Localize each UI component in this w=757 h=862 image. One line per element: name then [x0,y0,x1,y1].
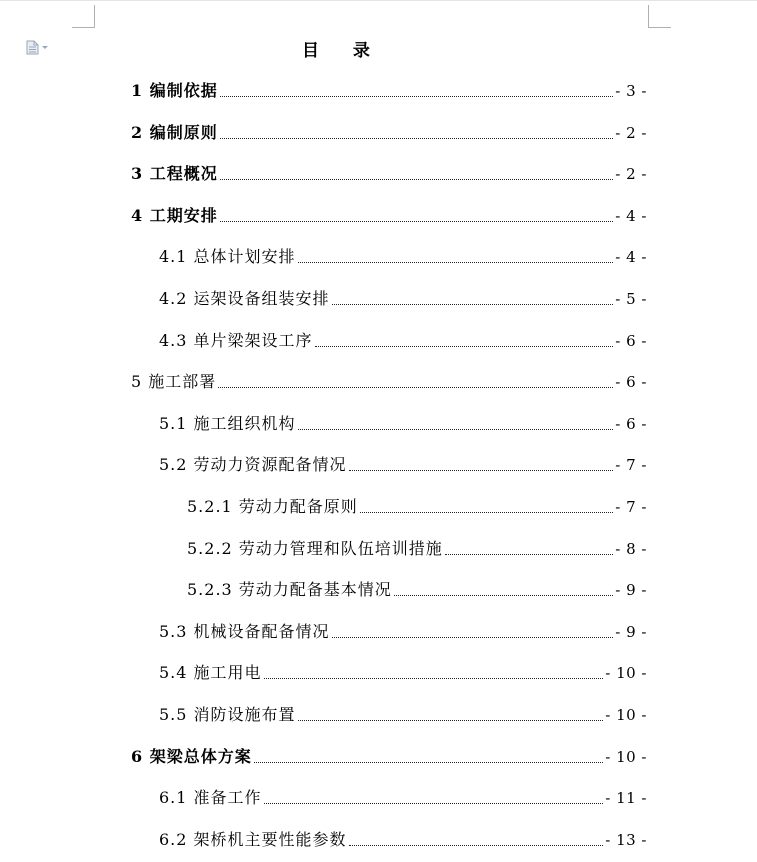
toc-dot-leader [394,581,613,596]
toc-dot-leader [332,623,614,638]
toc-dot-leader [298,706,604,721]
toc-entry[interactable] [131,121,647,145]
toc-dot-leader [349,831,604,846]
toc-entry[interactable] [131,204,647,228]
toc-dot-leader [315,332,614,347]
toc-entry-page-number: - 2 - [615,123,647,142]
toc-entry[interactable] [159,329,647,353]
toc-dot-leader [298,248,614,263]
toc-entry[interactable] [159,661,647,685]
toc-dot-leader [360,498,613,513]
toc-entry-label[interactable]: 6.2 架桥机主要性能参数 [159,829,347,849]
toc-entry-page-number: - 8 - [615,539,647,558]
toc-dot-leader [220,82,614,97]
toc-entry-page-number: - 13 - [605,830,647,849]
toc-entry-page-number: - 4 - [615,206,647,225]
toc-entry-label[interactable]: 5.2.2 劳动力管理和队伍培训措施 [187,538,443,558]
toc-entry-page-number: - 6 - [615,414,647,433]
toc-dot-leader [264,664,604,679]
toc-entry-page-number: - 7 - [615,498,647,516]
toc-entry-label[interactable]: 4.2 运架设备组装安排 [159,289,330,308]
toc-entry-label[interactable]: 4 工期安排 [131,205,218,225]
toc-entry-label[interactable]: 6 架梁总体方案 [131,746,252,766]
toc-entry-page-number: - 6 - [615,373,647,392]
toc-entry-label[interactable]: 5.2.3 劳动力配备基本情况 [187,580,392,600]
toc-entry[interactable] [159,412,647,436]
toc-entry-label[interactable]: 5.4 施工用电 [159,663,262,683]
toc-entry-label[interactable]: 5.2 劳动力资源配备情况 [159,455,347,475]
toc-entry-page-number: - 2 - [615,165,647,184]
toc-dot-leader [220,207,614,222]
toc-entry[interactable] [187,578,647,602]
toc-entry-page-number: - 5 - [615,290,647,308]
toc-entry-label[interactable]: 1 编制依据 [131,81,218,100]
toc-entry[interactable] [131,79,647,103]
toc-entry-label[interactable]: 3 工程概况 [131,164,218,184]
toc-entry-page-number: - 10 - [605,706,647,724]
toc-entry[interactable] [131,370,647,394]
toc-entry-page-number: - 10 - [605,664,647,683]
toc-dot-leader [298,415,614,430]
toc-dot-leader [349,456,614,471]
toc-dot-leader [218,373,613,388]
toc-entry-label[interactable]: 5.5 消防设施布置 [159,705,296,724]
toc-entry-label[interactable]: 5.3 机械设备配备情况 [159,621,330,641]
toc-entry-label[interactable]: 2 编制原则 [131,122,218,142]
toc-entry-label[interactable]: 5.1 施工组织机构 [159,413,296,433]
toc-dot-leader [264,789,604,804]
toc-entry-page-number: - 11 - [605,789,647,808]
toc-dot-leader [332,290,614,305]
toc-entry-page-number: - 4 - [615,248,647,267]
toc-dot-leader [254,748,604,763]
toc-entry[interactable] [159,287,647,311]
toc-entry-page-number: - 10 - [605,747,647,766]
toc-entry[interactable] [187,495,647,519]
toc-entry-page-number: - 3 - [615,82,647,100]
toc-entry[interactable] [159,245,647,269]
toc-entry[interactable] [131,745,647,769]
toc-dot-leader [445,540,613,555]
toc-entry[interactable] [187,537,647,561]
toc-entry[interactable] [159,786,647,810]
toc-entry-page-number: - 6 - [615,331,647,350]
toc-entry-label[interactable]: 4.1 总体计划安排 [159,247,296,267]
toc-entry[interactable] [131,162,647,186]
toc-entry[interactable] [159,703,647,727]
toc-entry-label[interactable]: 5 施工部署 [131,372,217,392]
toc-entry-page-number: - 7 - [615,456,647,475]
toc-entry-page-number: - 9 - [615,622,647,641]
toc-dot-leader [220,124,614,139]
toc-entry-label[interactable]: 6.1 准备工作 [159,788,262,808]
toc-entry[interactable] [159,453,647,477]
toc-entry-label[interactable]: 4.3 单片梁架设工序 [159,330,313,350]
toc-entry[interactable] [159,828,647,852]
toc-title: 目 录 [302,41,384,61]
toc-entry[interactable] [159,620,647,644]
toc-entry-label[interactable]: 5.2.1 劳动力配备原则 [187,497,358,516]
toc-dot-leader [220,165,614,180]
toc-entry-page-number: - 9 - [615,581,647,600]
